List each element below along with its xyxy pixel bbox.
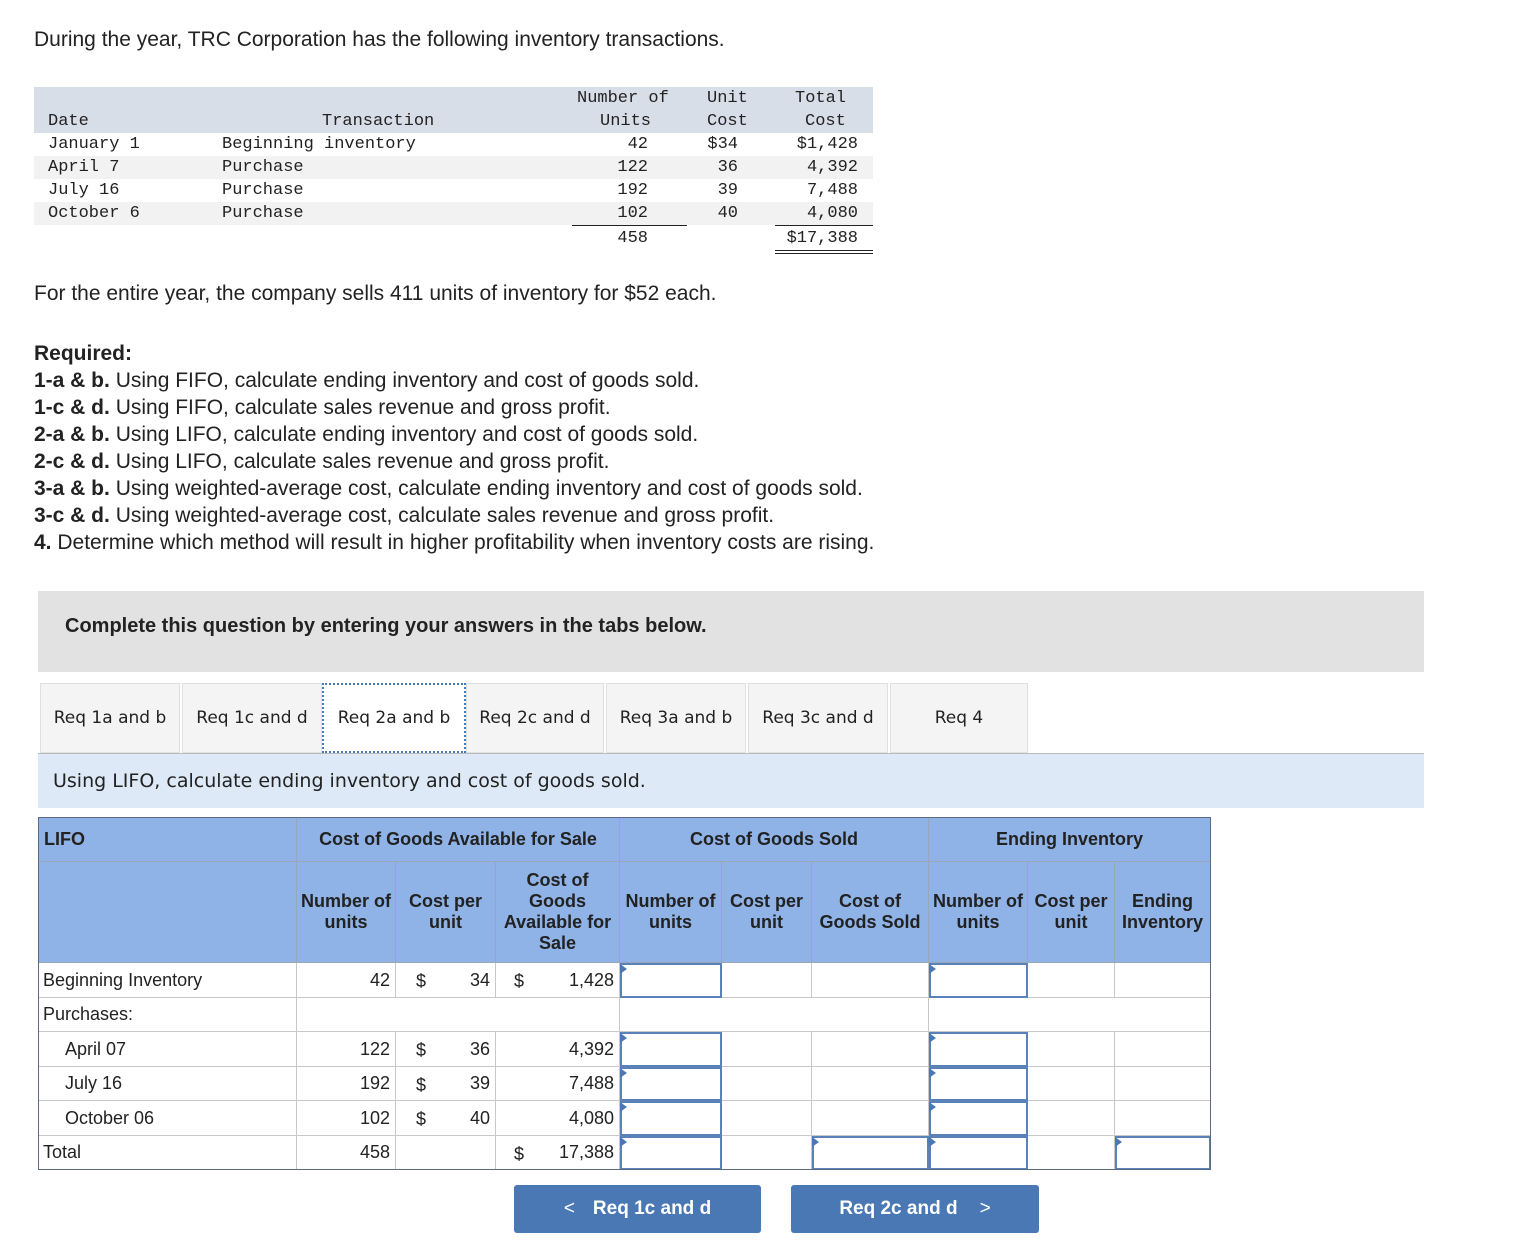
col-available-cost: Cost per unit — [396, 862, 496, 963]
row-units: 192 — [617, 181, 648, 200]
april-cost-value: 36 — [469, 1038, 490, 1059]
header-units-l2: Units — [600, 112, 652, 131]
complete-instructions-text: Complete this question by entering your answers in the tabs below. — [65, 615, 707, 637]
input-marker — [620, 1102, 627, 1112]
dollar-sign: $ — [514, 1144, 525, 1164]
july-ending-cost-cell — [1028, 1067, 1115, 1101]
total-sold-cost-cell — [722, 1136, 812, 1170]
required-item-text: Using LIFO, calculate sales revenue and gross profit. — [109, 450, 610, 473]
row-transaction: Purchase — [222, 204, 304, 223]
july-sold-cost-cell — [722, 1067, 812, 1101]
group-header-available: Cost of Goods Available for Sale — [297, 817, 620, 862]
col-available-total: Cost of Goods Available for Sale — [496, 862, 620, 963]
input-marker — [1115, 1137, 1122, 1147]
col-ending-total: Ending Inventory — [1115, 862, 1211, 963]
required-item — [34, 529, 874, 556]
input-october-sold-units[interactable] — [620, 1101, 722, 1136]
transaction-row — [34, 133, 873, 156]
required-item-label: 2-c & d. — [34, 450, 110, 473]
required-item-text: Using LIFO, calculate ending inventory and cost of goods sold. — [109, 423, 699, 446]
required-title: Required: — [34, 342, 133, 365]
beginning-ending-cost-cell — [1028, 963, 1115, 998]
tab-instruction-text: Using LIFO, calculate ending inventory and cost of goods sold. — [53, 770, 646, 792]
input-marker — [620, 1137, 627, 1147]
october-sold-total-cell — [812, 1101, 929, 1136]
required-section — [34, 340, 874, 556]
col-available-units: Number of units — [297, 862, 396, 963]
input-total-ending-inventory[interactable] — [1115, 1136, 1211, 1170]
required-item — [34, 502, 874, 529]
header-cost-l1: Unit — [707, 89, 748, 108]
dollar-sign: $ — [416, 1109, 427, 1129]
input-october-ending-units[interactable] — [929, 1101, 1028, 1136]
input-marker — [812, 1137, 819, 1147]
tab-req-1a-b[interactable]: Req 1a and b — [40, 683, 180, 753]
beginning-total — [496, 963, 620, 998]
july-sold-total-cell — [812, 1067, 929, 1101]
required-item-label: 2-a & b. — [34, 423, 110, 446]
col-sold-total: Cost of Goods Sold — [812, 862, 929, 963]
required-item-text: Using weighted-average cost, calculate sales revenue and gross profit. — [109, 504, 775, 527]
row-unit-cost: $34 — [707, 135, 738, 154]
input-april-sold-units[interactable] — [620, 1032, 722, 1067]
purchases-ending-blank — [929, 998, 1211, 1032]
july-cost — [396, 1067, 496, 1101]
lifo-grid — [38, 817, 1211, 1170]
col-sold-cost: Cost per unit — [722, 862, 812, 963]
total-units: 458 — [297, 1136, 396, 1170]
header-total-l1: Total — [795, 89, 847, 108]
required-item — [34, 475, 874, 502]
beginning-cost — [396, 963, 496, 998]
row-date: January 1 — [48, 135, 140, 154]
col-ending-cost: Cost per unit — [1028, 862, 1115, 963]
units-underline — [572, 225, 687, 226]
row-label-october: October 06 — [38, 1101, 297, 1136]
april-cost — [396, 1032, 496, 1067]
row-label-july: July 16 — [38, 1067, 297, 1101]
chevron-right-icon: > — [979, 1198, 991, 1219]
header-transaction: Transaction — [322, 112, 435, 131]
input-july-ending-units[interactable] — [929, 1067, 1028, 1101]
row-label-beginning: Beginning Inventory — [38, 963, 297, 998]
input-marker — [929, 1137, 936, 1147]
input-total-sold-units[interactable] — [620, 1136, 722, 1170]
row-units: 102 — [617, 204, 648, 223]
transactions-total-row — [34, 227, 873, 250]
april-sold-cost-cell — [722, 1032, 812, 1067]
april-units: 122 — [297, 1032, 396, 1067]
input-marker — [929, 1068, 936, 1078]
october-ending-cost-cell — [1028, 1101, 1115, 1136]
beginning-sold-total-cell — [812, 963, 929, 998]
input-july-sold-units[interactable] — [620, 1067, 722, 1101]
row-date: April 7 — [48, 158, 120, 177]
october-sold-cost-cell — [722, 1101, 812, 1136]
required-item-label: 4. — [34, 531, 52, 554]
required-item-label: 1-a & b. — [34, 369, 110, 392]
july-cost-value: 39 — [469, 1073, 490, 1093]
input-beginning-sold-units[interactable] — [620, 963, 722, 998]
header-total-l2: Cost — [805, 112, 846, 131]
group-header-ending: Ending Inventory — [929, 817, 1211, 862]
input-marker — [620, 964, 627, 974]
total-double-underline-1 — [775, 250, 873, 251]
october-units: 102 — [297, 1101, 396, 1136]
required-item — [34, 448, 874, 475]
tab-req-4[interactable]: Req 4 — [890, 683, 1028, 753]
dollar-sign: $ — [416, 971, 427, 991]
col-ending-units: Number of units — [929, 862, 1028, 963]
tab-req-2a-b[interactable]: Req 2a and b — [322, 683, 466, 753]
input-total-ending-units[interactable] — [929, 1136, 1028, 1170]
chevron-left-icon: < — [563, 1198, 575, 1219]
transaction-row — [34, 156, 873, 179]
header-cost-l2: Cost — [707, 112, 748, 131]
total-ending-cost-cell — [1028, 1136, 1115, 1170]
next-req-button[interactable] — [791, 1185, 1039, 1233]
row-label-total: Total — [38, 1136, 297, 1170]
dollar-sign: $ — [416, 1040, 427, 1060]
header-units-l1: Number of — [577, 89, 669, 108]
input-marker — [620, 1068, 627, 1078]
total-units: 458 — [617, 229, 648, 248]
tab-req-3c-d[interactable]: Req 3c and d — [748, 683, 888, 753]
required-item — [34, 367, 874, 394]
row-transaction: Purchase — [222, 181, 304, 200]
input-marker — [929, 1102, 936, 1112]
row-unit-cost: 36 — [717, 158, 738, 177]
row-total: $1,428 — [796, 135, 858, 154]
april-sold-total-cell — [812, 1032, 929, 1067]
july-total: 7,488 — [496, 1067, 620, 1101]
july-units: 192 — [297, 1067, 396, 1101]
october-cost — [396, 1101, 496, 1136]
input-april-ending-units[interactable] — [929, 1032, 1028, 1067]
input-marker — [929, 964, 936, 974]
row-units: 122 — [617, 158, 648, 177]
input-marker — [620, 1033, 627, 1043]
tab-instruction — [38, 754, 1424, 808]
total-double-underline-2 — [775, 253, 873, 254]
complete-instructions-box — [38, 591, 1424, 672]
next-req-label: Req 2c and d — [839, 1198, 958, 1219]
row-total: 4,080 — [806, 204, 858, 223]
row-date: July 16 — [48, 181, 120, 200]
total-cost-blank — [396, 1136, 496, 1170]
required-item-label: 1-c & d. — [34, 396, 110, 419]
october-cost-value: 40 — [469, 1107, 490, 1128]
beginning-units: 42 — [297, 963, 396, 998]
transactions-header-row-1 — [34, 87, 873, 110]
input-total-cost-of-goods-sold[interactable] — [812, 1136, 929, 1170]
row-transaction: Purchase — [222, 158, 304, 177]
tab-req-1c-d[interactable]: Req 1c and d — [182, 683, 322, 753]
header-date: Date — [48, 112, 89, 131]
required-item-text: Using weighted-average cost, calculate ending inventory and cost of goods sold. — [109, 477, 863, 500]
transactions-header-row-2 — [34, 110, 873, 133]
row-label-purchases: Purchases: — [38, 998, 297, 1032]
required-item — [34, 421, 874, 448]
july-ending-total-cell — [1115, 1067, 1211, 1101]
required-item-text: Using FIFO, calculate sales revenue and gross profit. — [109, 396, 611, 419]
tab-req-2c-d[interactable]: Req 2c and d — [466, 683, 604, 753]
total-available-value: 17,388 — [558, 1142, 614, 1162]
grid-corner-blank — [38, 862, 297, 963]
transaction-row — [34, 179, 873, 202]
april-total: 4,392 — [496, 1032, 620, 1067]
required-item-label: 3-c & d. — [34, 504, 110, 527]
tab-req-3a-b[interactable]: Req 3a and b — [606, 683, 746, 753]
sales-text: For the entire year, the company sells 411 units of inventory for $52 each. — [34, 282, 717, 305]
row-unit-cost: 39 — [717, 181, 738, 200]
row-transaction: Beginning inventory — [222, 135, 416, 154]
total-underline — [775, 225, 873, 226]
april-ending-cost-cell — [1028, 1032, 1115, 1067]
required-item-text: Using FIFO, calculate ending inventory and cost of goods sold. — [109, 369, 700, 392]
beginning-cost-value: 34 — [469, 969, 490, 990]
total-available — [496, 1136, 620, 1170]
dollar-sign: $ — [416, 1075, 427, 1095]
beginning-total-value: 1,428 — [568, 969, 614, 990]
grid-corner-label: LIFO — [38, 817, 297, 862]
intro-text: During the year, TRC Corporation has the following inventory transactions. — [34, 28, 725, 51]
total-cost: $17,388 — [786, 229, 858, 248]
row-total: 7,488 — [806, 181, 858, 200]
required-item-text: Determine which method will result in higher profitability when inventory costs are rising. — [51, 531, 875, 554]
dollar-sign: $ — [514, 971, 525, 991]
row-unit-cost: 40 — [717, 204, 738, 223]
required-item-label: 3-a & b. — [34, 477, 110, 500]
prev-req-label: Req 1c and d — [592, 1198, 712, 1219]
purchases-available-blank — [297, 998, 620, 1032]
row-units: 42 — [627, 135, 648, 154]
group-header-sold: Cost of Goods Sold — [620, 817, 929, 862]
beginning-ending-total-cell — [1115, 963, 1211, 998]
required-item — [34, 394, 874, 421]
beginning-sold-cost-cell — [722, 963, 812, 998]
row-label-april: April 07 — [38, 1032, 297, 1067]
april-ending-total-cell — [1115, 1032, 1211, 1067]
purchases-sold-blank — [620, 998, 929, 1032]
row-date: October 6 — [48, 204, 140, 223]
october-ending-total-cell — [1115, 1101, 1211, 1136]
input-beginning-ending-units[interactable] — [929, 963, 1028, 998]
transaction-row — [34, 202, 873, 225]
row-total: 4,392 — [806, 158, 858, 177]
col-sold-units: Number of units — [620, 862, 722, 963]
october-total: 4,080 — [496, 1101, 620, 1136]
prev-req-button[interactable] — [514, 1185, 761, 1233]
input-marker — [929, 1033, 936, 1043]
